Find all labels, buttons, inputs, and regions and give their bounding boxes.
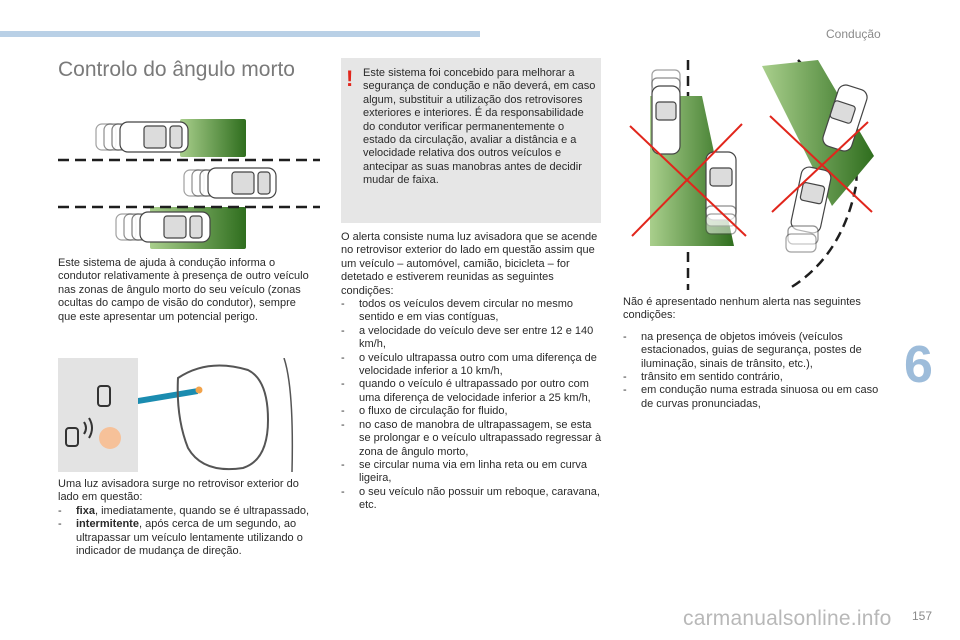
alert-section	[341, 231, 603, 513]
blind-spot-zone	[180, 119, 246, 157]
page-number: 157	[912, 609, 933, 623]
no-alert-list	[623, 331, 885, 411]
list-item: - em condução numa estrada sinuosa ou em caso de curvas pronunciadas,	[623, 384, 885, 411]
list-item: - o fluxo de circulação for fluido,	[341, 405, 603, 418]
indicator-paragraph: Uma luz avisadora surge no retrovisor exterior do lado em questão:	[58, 478, 299, 504]
indicator-term: fixa	[76, 504, 95, 517]
indicator-list	[58, 505, 316, 559]
chapter-number: 6	[904, 336, 933, 394]
list-item: - no caso de manobra de ultrapassagem, se esta se prolongar e o veículo ultrapassado regressar à zona de ângulo morto,	[341, 419, 603, 459]
list-item: - trânsito em sentido contrário,	[623, 371, 885, 384]
indicator-text: , imediatamente, quando se é ultrapassado,	[94, 504, 309, 517]
mirror-indicator-illustration	[58, 358, 320, 472]
car-icon	[96, 122, 188, 152]
warning-text: Este sistema foi concebido para melhorar a segurança de condução e não deverá, em caso algum, substituir a utilização dos retrovisores exteriores e interiores. É da responsabilidade do condutor verificar permanentemente o estado da circulação, avaliar a distância e a velocidade relativa dos outros veículos e antecipar as suas manobras antes de decidir mudar de faixa.	[363, 67, 596, 187]
car-icon	[652, 70, 680, 154]
list-item: - na presença de objetos imóveis (veículos estacionados, guias de segurança, postes de iluminação, sinais de trânsito, etc.),	[623, 331, 885, 371]
section-label: Condução	[826, 27, 881, 41]
intro-paragraph: Este sistema de ajuda à condução informa o condutor relativamente à presença de outro veículo nas zonas de ângulo morto do seu veículo (zonas ocultas do campo de visão do condutor), sempre que este apresentar um potencial perigo.	[58, 257, 309, 323]
header-bar	[0, 31, 480, 37]
car-icon	[786, 166, 832, 252]
blind-spot-lanes-illustration	[58, 112, 320, 252]
list-item: - todos os veículos devem circular no mesmo sentido e em vias contíguas,	[341, 298, 603, 325]
warning-icon: !	[346, 66, 354, 91]
list-item: - quando o veículo é ultrapassado por outro com uma diferença de velocidade inferior a 25 km/h,	[341, 378, 603, 405]
indicator-light-icon	[99, 427, 121, 449]
no-alert-paragraph: Não é apresentado nenhum alerta nas seguintes condições:	[623, 296, 861, 322]
side-mirror-icon	[178, 358, 293, 472]
alert-conditions-list	[341, 298, 603, 513]
no-alert-section	[623, 296, 885, 411]
car-icon	[116, 212, 210, 242]
list-item: - o seu veículo não possuir um reboque, caravana, etc.	[341, 486, 603, 513]
indicator-section	[58, 478, 316, 558]
list-item: - a velocidade do veículo deve ser entre 12 e 140 km/h,	[341, 325, 603, 352]
watermark: carmanualsonline.info	[683, 607, 892, 630]
list-item	[58, 505, 316, 518]
list-item: - se circular numa via em linha reta ou em curva ligeira,	[341, 459, 603, 486]
page-title: Controlo do ângulo morto	[58, 58, 295, 81]
list-item	[58, 518, 316, 558]
alert-paragraph: O alerta consiste numa luz avisadora que se acende no retrovisor exterior do lado em questão assim que um veículo – automóvel, camião, bicicleta – for detetado e estiverem reunidas as seguintes condições:	[341, 231, 598, 297]
list-item: - o veículo ultrapassa outro com uma diferença de velocidade inferior a 10 km/h,	[341, 352, 603, 379]
no-alert-illustration	[622, 56, 890, 290]
car-icon	[184, 168, 276, 198]
indicator-term: intermitente	[76, 518, 139, 531]
indicator-text: , após cerca de um segundo, ao ultrapassar um veículo lentamente utilizando o indicador de mudança de direção.	[76, 518, 303, 558]
